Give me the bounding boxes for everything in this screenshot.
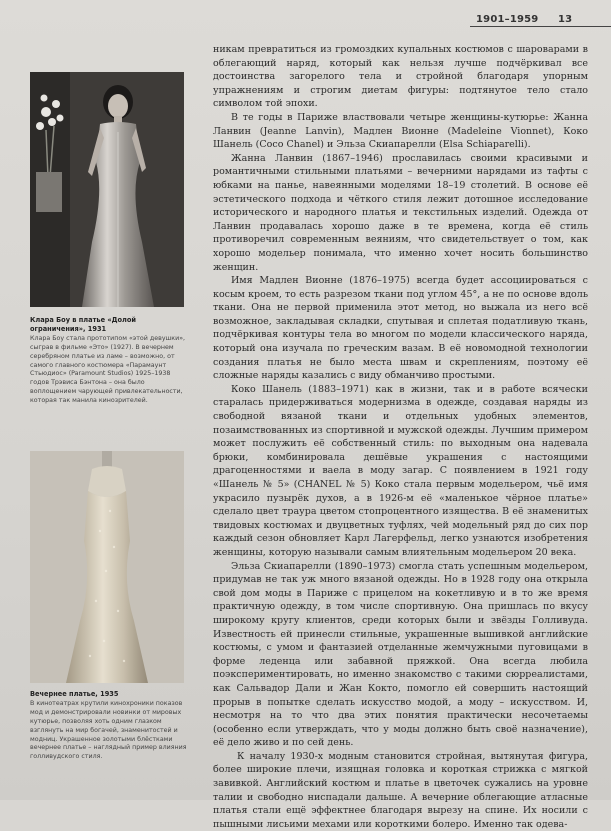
paragraph: К началу 1930-х модным становится стройная, вытянутая фигура, более широкие плечи, изящная головка и короткая стрижка с мягкой завивкой. Английский костюм и платье в цветочек сужались на уровне талии и свободно ниспадали дальше. А вечерние облегающие атласные платья стали ещё эффектнее благодаря вырезу на спине. Их носили с пышными лисьими мехами или короткими болеро. Именно так одева-	[213, 750, 588, 830]
caption-1-text: Клара Боу стала прототипом «этой девушки», сыграв в фильме «Это» (1927). В вечернем серебряном платье из ламе – возможно, от самого главного костюмера «Парамаунт Стьюдиос» (Paramount Studios) 1925–1938 годов Трэвиса Бэнтона – она было воплощением чарующей привлекательности, которая так манила кинозрителей.	[30, 334, 186, 405]
running-header	[476, 14, 573, 25]
page-number: 13	[558, 14, 573, 25]
photo-evening-dress	[30, 451, 184, 683]
caption-1-title: Клара Боу в платье «Долой ограничения», 1931	[30, 316, 136, 333]
main-text-column	[213, 43, 588, 831]
header-rule	[470, 26, 611, 27]
paragraph: Жанна Ланвин (1867–1946) прославилась своими красивыми и романтичными стильными платьями – вечерними нарядами из тафты с юбками на панье, навеянными моделями 18–19 столетий. В основе её эстетического подхода и чёткого стиля лежит дотошное исследование исторического и народного платья и текстильных изделий. Одежда от Ланвин продавалась хорошо даже в те времена, когда её стиль противоречил современным веяниям, что свидетельствует о том, как хорошо модельер понимала, что именно хочет носить большинство женщин.	[213, 152, 588, 273]
photo-evening-dress-image	[30, 451, 184, 683]
caption-2-title: Вечернее платье, 1935	[30, 690, 119, 698]
caption-1	[30, 316, 190, 406]
paragraph: Коко Шанель (1883–1971) как в жизни, так и в работе всячески старалась придерживаться модернизма в одежде, создавая наряды из свободной вязаной ткани и отдельных удобных элементов, позаимствованных из спортивной и мужской одежды. Лучшим примером может послужить её собственный стиль: по выходным она надевала брюки, комбинировала дешёвые украшения с настоящими драгоценностями и ваела в моду загар. С появлением в 1921 году «Шанель № 5» (CHANEL № 5) Коко стала первым модельером, чьё имя украсило пузырёк духов, а в 1926-м её «маленькое чёрное платье» сделало цвет траура цветом стопроцентного изящества. В её знаменитых твидовых костюмах и двуцветных туфлях, чей модельный ряд до сих пор каждый сезон обновляет Карл Лагерфельд, легко узнаются изобретения женщины, которую называли самым влиятельным модельером 20 века.	[213, 383, 588, 558]
paragraph: Имя Мадлен Вионне (1876–1975) всегда будет ассоциироваться с косым кроем, то есть разрезом ткани под углом 45°, а не по основе вдоль ткани. Она не первой применила этот метод, но выжала из него всё возможное, закладывая складки, спутывая и сплетая податливую ткань, подчёркивая контуры тела во многом по модели классического наряда, который она изучала по греческим вазам. В её новомодной технологии создания платья не было места швам и скреплениям, поэтому её сложные наряды казались с виду обманчиво простыми.	[213, 275, 588, 382]
photo-clara-bow	[30, 72, 184, 307]
paragraph: Эльза Скиапарелли (1890–1973) смогла стать успешным модельером, придумав не так уж много вязаной одежды. Но в 1928 году она открыла свой дом моды в Париже с прицелом на кокетливую и в то же время практичную одежду, в том числе спортивную. Она пришлась по вкусу широкому кругу клиентов, среди которых были и звёзды Голливуда. Известность ей принесли стильные, украшенные вышивкой английские костюмы, с умом и фантазией отделанные жемчужными пуговицами в форме леденца или забавной пряжкой. Она всегда любила поэкспериментировать, но именно знакомство с такими сюрреалистами, как Сальвадор Дали и Жан Кокто, помогло ей совершить настоящий прорыв в попытке сделать искусство модой, а моду – искусством. И, несмотря на то что два этих понятия практически несочетаемы (особенно если утверждать, что у моды должно быть своё назначение), её дело живо и по сей день.	[213, 560, 588, 749]
caption-2	[30, 690, 190, 762]
paragraph: никам превратиться из громоздких купальных костюмов с шароварами в облегающий наряд, который как нельзя лучше подчёркивал все достоинства загорелого тела и стройной благодаря упорным упражнениям и строгим диетам фигуры: подтянутое тело стало символом той эпохи.	[213, 44, 588, 110]
caption-2-text: В кинотеатрах крутили кинохроники показов мод и демонстрировали новинки от мировых кутюрье, позволяя хоть одним глазком взглянуть на мир богачей, знаменитостей и модниц. Украшенное золотыми блёстками вечернее платье – наглядный пример влияния голливудского стиля.	[30, 699, 187, 761]
header-years: 1901–1959	[476, 14, 539, 25]
photo-clara-bow-image	[30, 72, 184, 307]
paragraph: В те годы в Париже властвовали четыре женщины-кутюрье: Жанна Ланвин (Jeanne Lanvin), Мадлен Вионне (Madeleine Vionnet), Коко Шанель (Coco Chanel) и Эльза Скиапарелли (Elsa Schiaparelli).	[213, 111, 588, 151]
